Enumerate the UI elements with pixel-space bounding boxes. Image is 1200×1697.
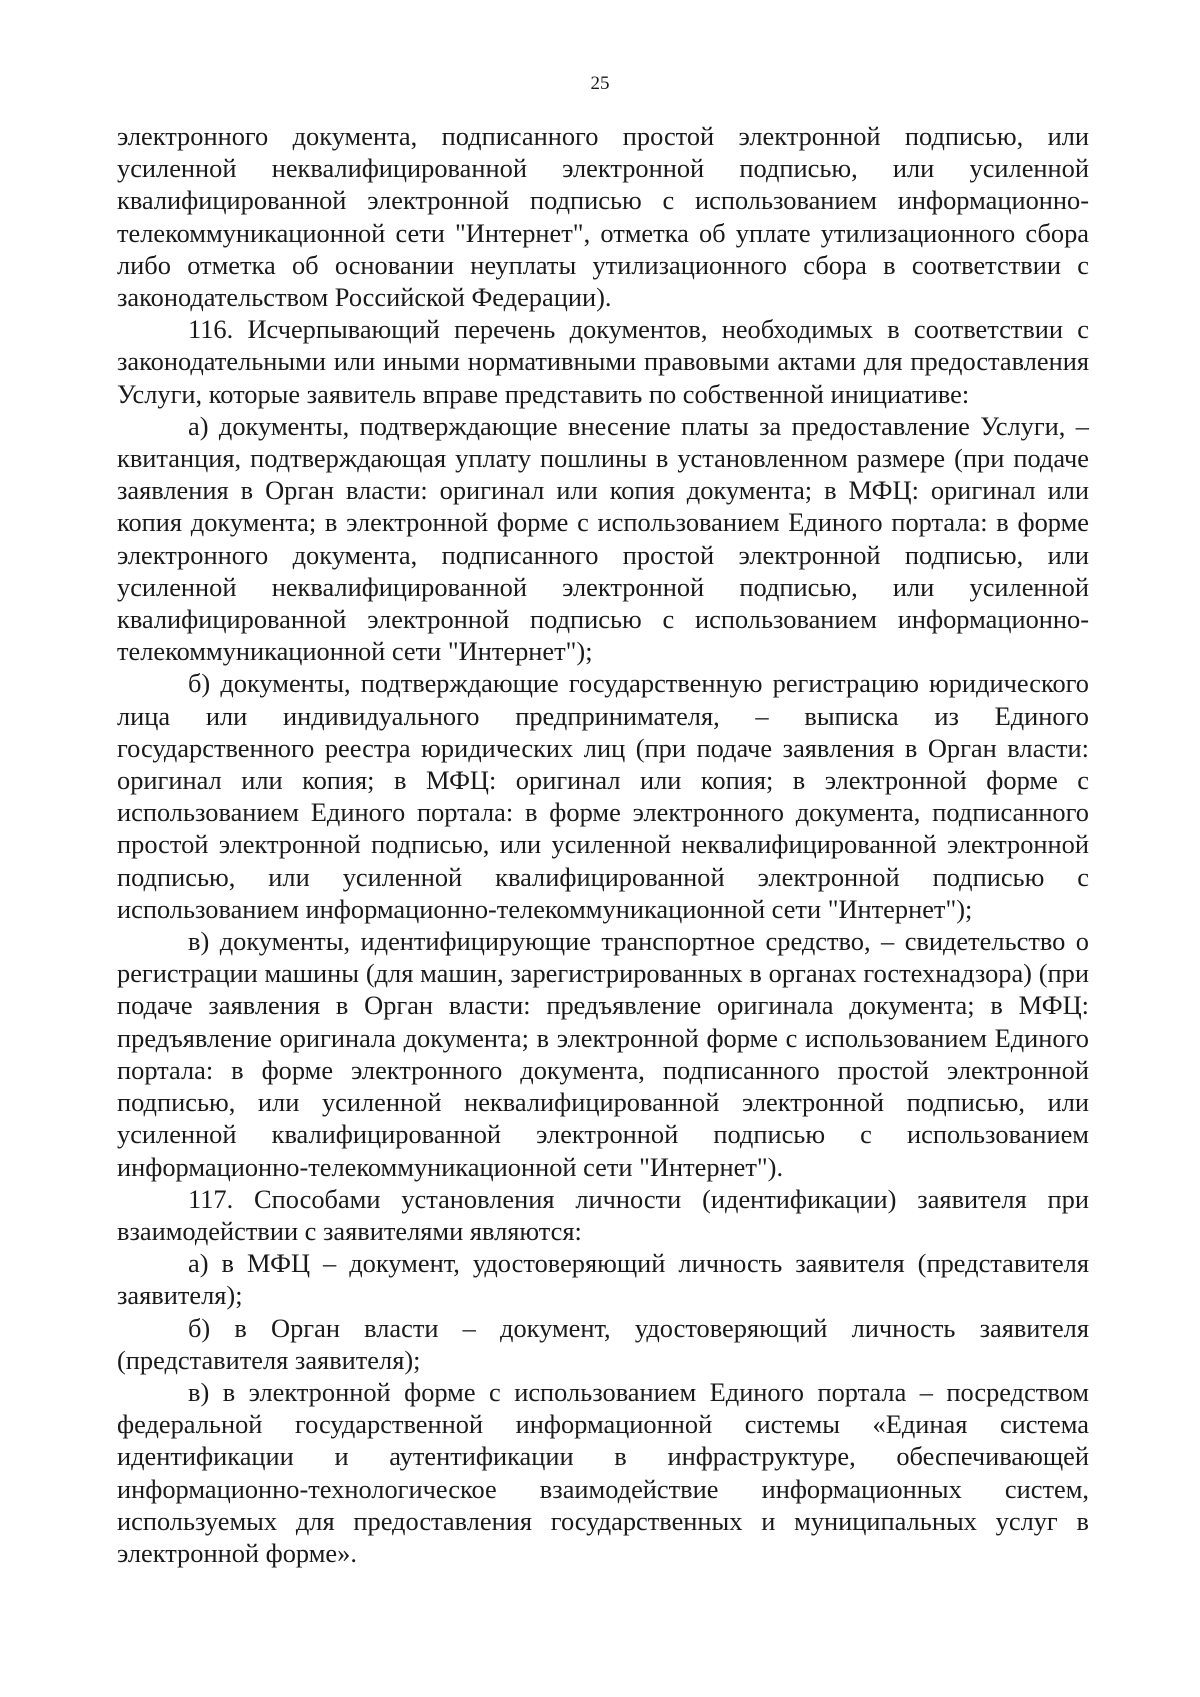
- paragraph-117-v: в) в электронной форме с использованием Единого портала – посредством федеральной государственной информационной системы «Единая система идентификации и аутентификации в инфраструктуре, обеспечивающей информационно-технологическое взаимодействие информационных систем, используемых для предоставления государственных и муниципальных услуг в электронной форме».: [117, 1376, 1089, 1568]
- paragraph-116: 116. Исчерпывающий перечень документов, необходимых в соответствии с законодательными или иными нормативными правовыми актами для предоставления Услуги, которые заявитель вправе представить по собственной инициативе:: [117, 314, 1089, 409]
- page-number: 25: [590, 73, 610, 94]
- paragraph-117-a: а) в МФЦ – документ, удостоверяющий личность заявителя (представителя заявителя);: [117, 1248, 1089, 1311]
- paragraph-116-v: в) документы, идентифицирующие транспортное средство, – свидетельство о регистрации машины (для машин, зарегистрированных в органах гостехнадзора) (при подаче заявления в Орган власти: предъявление оригинала документа; в МФЦ: предъявление оригинала документа; в электронной форме с использованием Единого портала: в форме электронного документа, подписанного простой электронной подписью, или усиленной неквалифицированной электронной подписью, или усиленной квалифицированной электронной подписью с использованием информационно-телекоммуникационной сети "Интернет").: [117, 926, 1089, 1182]
- paragraph-116-b: б) документы, подтверждающие государственную регистрацию юридического лица или индивидуального предпринимателя, – выписка из Единого государственного реестра юридических лиц (при подаче заявления в Орган власти: оригинал или копия; в МФЦ: оригинал или копия; в электронной форме с использованием Единого портала: в форме электронного документа, подписанного простой электронной подписью, или усиленной неквалифицированной электронной подписью, или усиленной квалифицированной электронной подписью с использованием информационно-телекоммуникационной сети "Интернет");: [117, 668, 1089, 924]
- paragraph-116-a: а) документы, подтверждающие внесение платы за предоставление Услуги, – квитанция, подтверждающая уплату пошлины в установленном размере (при подаче заявления в Орган власти: оригинал или копия документа; в МФЦ: оригинал или копия документа; в электронной форме с использованием Единого портала: в форме электронного документа, подписанного простой электронной подписью, или усиленной неквалифицированной электронной подписью, или усиленной квалифицированной электронной подписью с использованием информационно-телекоммуникационной сети "Интернет");: [117, 410, 1089, 667]
- paragraph-117-b: б) в Орган власти – документ, удостоверяющий личность заявителя (представителя заявителя);: [117, 1312, 1089, 1375]
- paragraph-continuation: электронного документа, подписанного простой электронной подписью, или усиленной неквалифицированной электронной подписью, или усиленной квалифицированной электронной подписью с использованием информационно-телекоммуникационной сети "Интернет", отметка об уплате утилизационного сбора либо отметка об основании неуплаты утилизационного сбора в соответствии с законодательством Российской Федерации).: [117, 121, 1089, 313]
- document-body: [117, 120, 1089, 1569]
- paragraph-117: 117. Способами установления личности (идентификации) заявителя при взаимодействии с заявителями являются:: [117, 1183, 1089, 1246]
